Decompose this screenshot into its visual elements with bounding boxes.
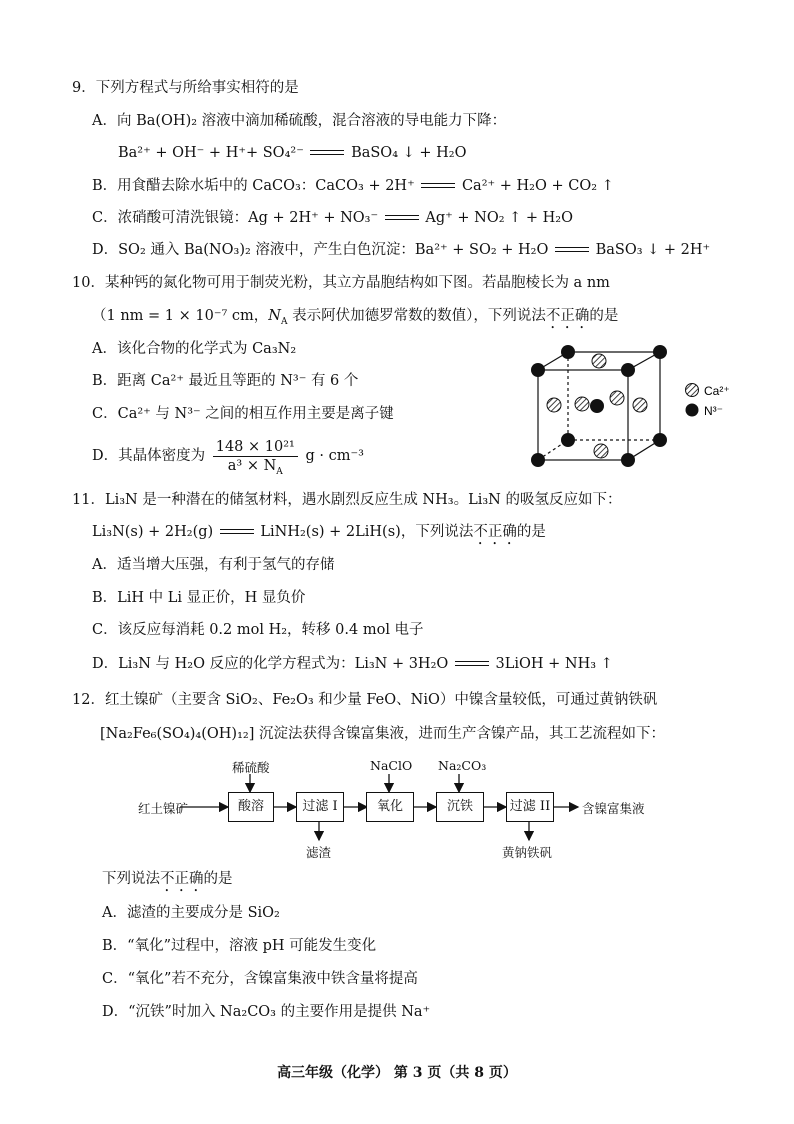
q10-option-c: C．Ca²⁺ 与 N³⁻ 之间的相互作用主要是离子键 bbox=[92, 406, 394, 422]
q10-stem-2f: 的是 bbox=[589, 308, 619, 324]
flow-input-na2co3: Na₂CO₃ bbox=[438, 758, 487, 773]
q12-stem-1 bbox=[72, 690, 657, 710]
legend-ca-symbol bbox=[686, 384, 699, 397]
q11-eq-end: 的是 bbox=[516, 524, 546, 540]
q12-stem-2: [Na₂Fe₆(SO₄)₄(OH)₁₂] 沉淀法获得含镍富集液，进而生产含镍产品，其工艺流程如下： bbox=[100, 726, 665, 742]
q9-option-d bbox=[92, 240, 710, 260]
q11-number: 11． bbox=[72, 492, 105, 508]
q11-option-b: B．LiH 中 Li 显正价，H 显负价 bbox=[92, 590, 306, 606]
q10-d-pre: D．其晶体密度为 bbox=[92, 448, 206, 464]
q11-stem-1 bbox=[72, 490, 621, 510]
q10-emphasis-not-correct: 不正确 bbox=[545, 308, 590, 324]
equals-arrow-icon bbox=[453, 660, 491, 668]
q9-a-eq-right: BaSO₄ ↓ + H₂O bbox=[351, 145, 467, 161]
q12-option-c: C．“氧化”若不充分，含镍富集液中铁含量将提高 bbox=[102, 971, 418, 987]
q9-option-a: A．向 Ba(OH)₂ 溶液中滴加稀硫酸，混合溶液的导电能力下降： bbox=[92, 113, 507, 129]
page-footer: 高三年级（化学） 第 3 页（共 8 页） bbox=[277, 1065, 517, 1081]
q12-prompt bbox=[102, 869, 233, 895]
q9-option-b bbox=[92, 176, 614, 196]
q9-option-a-equation bbox=[118, 143, 466, 163]
q9-a-eq-left: Ba²⁺ + OH⁻ + H⁺+ SO₄²⁻ bbox=[118, 145, 304, 161]
q11-d-left: D．Li₃N 与 H₂O 反应的化学方程式为：Li₃N + 3H₂O bbox=[92, 656, 449, 672]
flow-output-jarosite: 黄钠铁矾 bbox=[502, 845, 553, 860]
q10-option-b: B．距离 Ca²⁺ 最近且等距的 N³⁻ 有 6 个 bbox=[92, 373, 359, 389]
q10-stem-2b: N bbox=[268, 308, 281, 324]
q9-c-eq-right: Ag⁺ + NO₂ ↑ + H₂O bbox=[425, 210, 574, 226]
q11-option-c: C．该反应每消耗 0.2 mol H₂，转移 0.4 mol 电子 bbox=[92, 622, 424, 638]
q11-emphasis-not-correct: 不正确 bbox=[473, 524, 517, 540]
q10-stem-2d: 表示阿伏加德罗常数的数值），下列说法 bbox=[287, 308, 546, 324]
flow-input-dilute-sulfuric-acid: 稀硫酸 bbox=[232, 760, 270, 775]
legend-n-symbol bbox=[686, 404, 699, 417]
q9-c-text: C．浓硝酸可清洗银镜：Ag + 2H⁺ + NO₃⁻ bbox=[92, 210, 379, 226]
q11-option-a: A．适当增大压强，有利于氢气的存储 bbox=[92, 557, 335, 573]
q10-number: 10． bbox=[72, 275, 105, 291]
q11-stem-1-text: Li₃N 是一种潜在的储氢材料，遇水剧烈反应生成 NH₃。Li₃N 的吸氢反应如下： bbox=[104, 492, 622, 508]
q11-eq-right: LiNH₂(s) + 2LiH(s)，下列说法 bbox=[260, 524, 474, 540]
q10-option-d bbox=[92, 436, 364, 476]
q12-option-a: A．滤渣的主要成分是 SiO₂ bbox=[102, 905, 280, 921]
q9-d-eq-right: BaSO₃ ↓ + 2H⁺ bbox=[595, 242, 711, 258]
equals-arrow-icon bbox=[553, 246, 591, 254]
equals-arrow-icon bbox=[419, 182, 457, 190]
q9-option-c bbox=[92, 208, 573, 228]
flow-output-residue: 滤渣 bbox=[306, 845, 332, 860]
q12-number: 12． bbox=[72, 692, 105, 708]
q10-option-a: A．该化合物的化学式为 Ca₃N₂ bbox=[92, 341, 297, 357]
legend-ca-label: Ca²⁺ bbox=[704, 384, 730, 398]
q10-stem-2c: A bbox=[280, 316, 288, 327]
flow-box-precipitate-iron: 沉铁 bbox=[436, 792, 484, 822]
fraction-den-text: a³ × N bbox=[227, 457, 277, 474]
equals-arrow-icon bbox=[383, 214, 421, 222]
q12-emphasis-not-correct: 不正确 bbox=[160, 871, 204, 887]
q9-d-text: D．SO₂ 通入 Ba(NO₃)₂ 溶液中，产生白色沉淀：Ba²⁺ + SO₂ + H₂O bbox=[92, 242, 549, 258]
flow-end-label: 含镍富集液 bbox=[582, 801, 645, 816]
fraction-numerator: 148 × 10²¹ bbox=[213, 438, 298, 457]
q11-equation bbox=[92, 522, 546, 548]
q9-b-text: B．用食醋去除水垢中的 CaCO₃：CaCO₃ + 2H⁺ bbox=[92, 178, 415, 194]
flow-box-acid-dissolve: 酸溶 bbox=[228, 792, 274, 822]
q12-prompt-a: 下列说法 bbox=[102, 871, 160, 887]
q10-d-unit: g · cm⁻³ bbox=[305, 448, 364, 464]
q9-stem-text: 下列方程式与所给事实相符的是 bbox=[95, 80, 299, 96]
q12-option-d: D．“沉铁”时加入 Na₂CO₃ 的主要作用是提供 Na⁺ bbox=[102, 1004, 431, 1020]
q11-eq-left: Li₃N(s) + 2H₂(g) bbox=[92, 524, 214, 540]
q12-stem-1-text: 红土镍矿（主要含 SiO₂、Fe₂O₃ 和少量 FeO、NiO）中镍含量较低，可通过黄钠铁矾 bbox=[104, 692, 658, 708]
fraction-denominator bbox=[213, 457, 298, 475]
q9-stem bbox=[72, 78, 299, 98]
flow-box-filter-2: 过滤 II bbox=[506, 792, 554, 822]
q10-stem-1-text: 某种钙的氮化物可用于制荧光粉，其立方晶胞结构如下图。若晶胞棱长为 a nm bbox=[104, 275, 610, 291]
flow-box-oxidize: 氧化 bbox=[366, 792, 414, 822]
flow-input-naclo: NaClO bbox=[370, 758, 413, 773]
q12-prompt-c: 的是 bbox=[203, 871, 233, 887]
q11-d-right: 3LiOH + NH₃ ↑ bbox=[495, 656, 613, 672]
q12-option-b: B．“氧化”过程中，溶液 pH 可能发生变化 bbox=[102, 938, 377, 954]
equals-arrow-icon bbox=[308, 149, 346, 157]
fraction-den-sub: A bbox=[276, 466, 283, 477]
reversible-arrow-icon bbox=[218, 528, 256, 536]
q10-stem-1 bbox=[72, 273, 610, 293]
q9-b-eq-right: Ca²⁺ + H₂O + CO₂ ↑ bbox=[461, 178, 614, 194]
legend-n-label: N³⁻ bbox=[704, 404, 723, 418]
q9-number: 9． bbox=[72, 80, 96, 96]
q10-stem-2a: （1 nm = 1 × 10⁻⁷ cm， bbox=[92, 308, 269, 324]
flow-start-label: 红土镍矿 bbox=[138, 801, 189, 816]
flow-box-filter-1: 过滤 I bbox=[296, 792, 344, 822]
q11-option-d bbox=[92, 654, 613, 674]
density-fraction bbox=[213, 438, 298, 475]
q10-stem-2 bbox=[92, 306, 618, 332]
crystal-cell-diagram bbox=[520, 340, 750, 470]
